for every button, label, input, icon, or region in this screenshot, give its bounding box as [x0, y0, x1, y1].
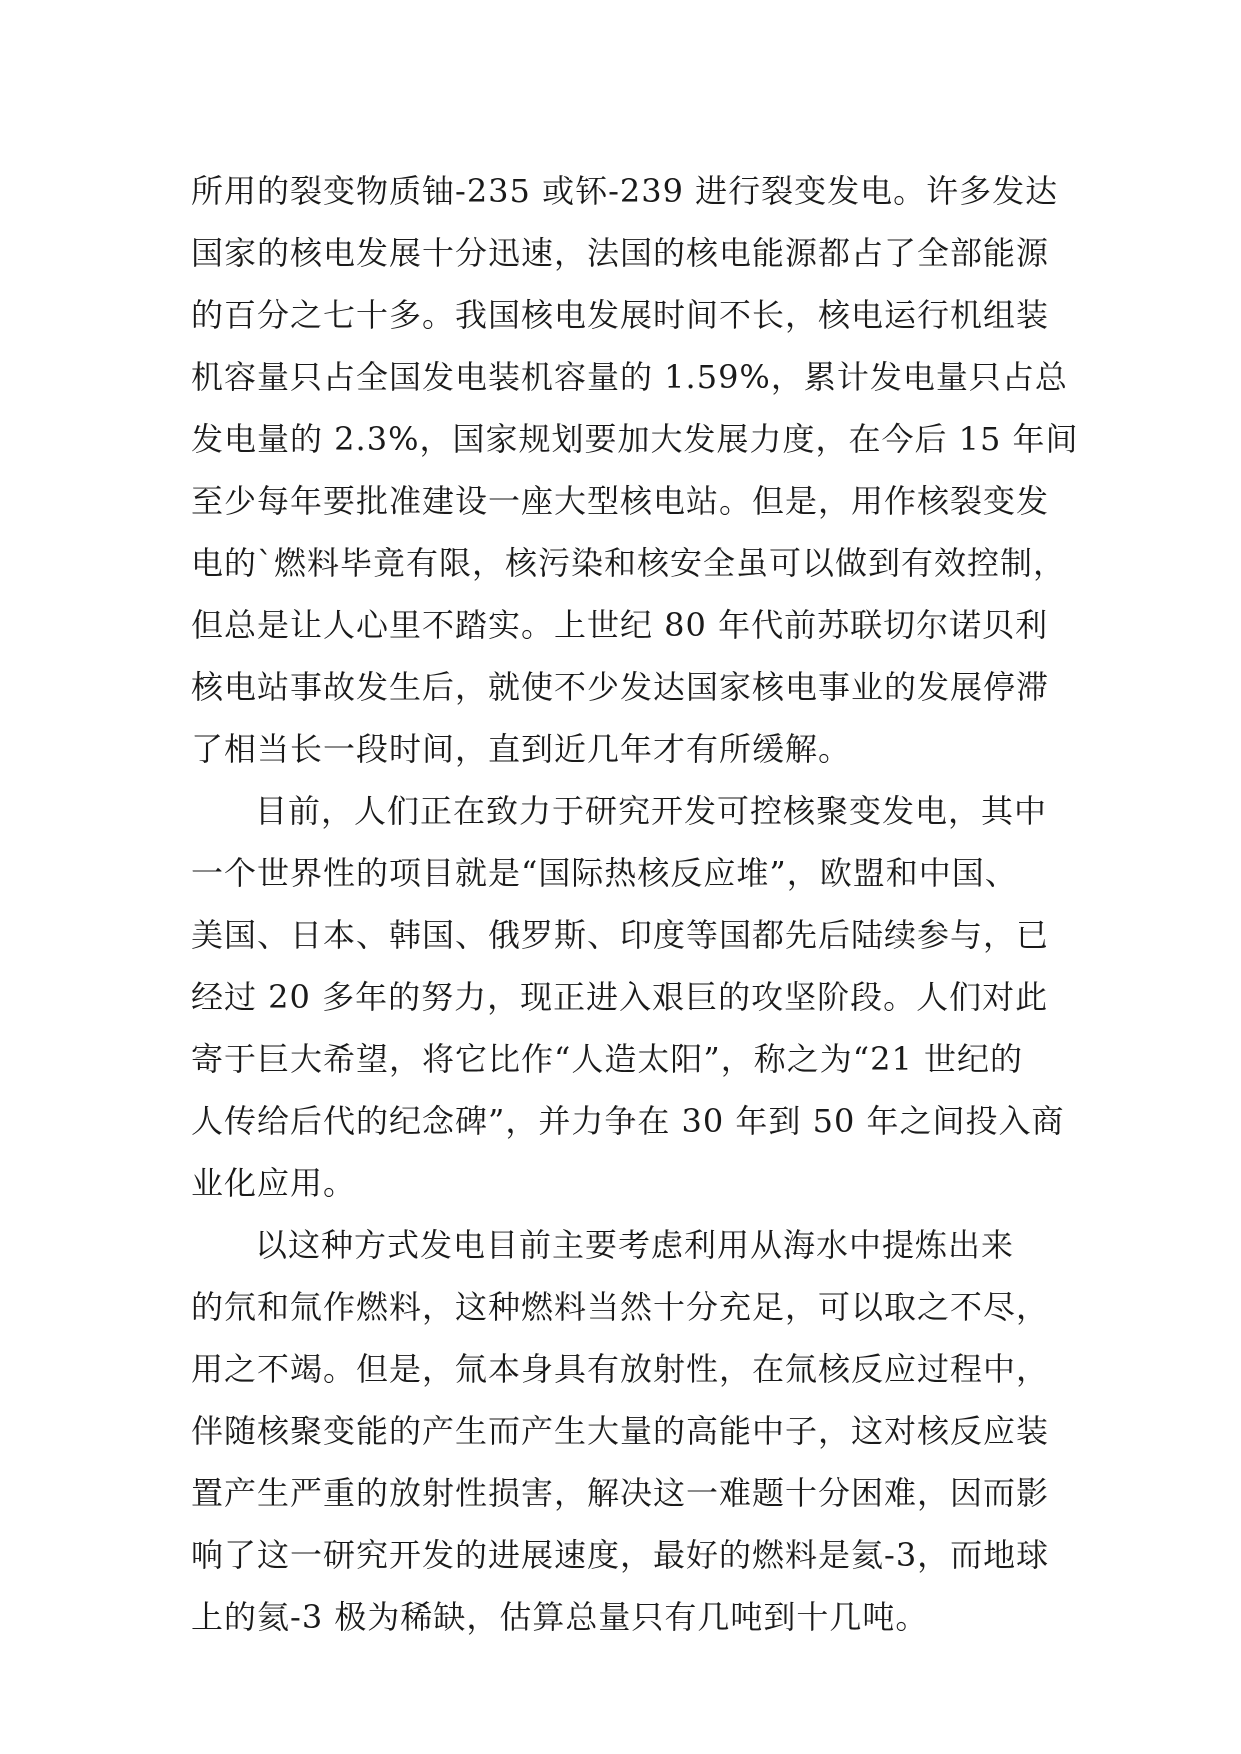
text-line: 上的氦-3 极为稀缺，估算总量只有几吨到十几吨。 [191, 1598, 929, 1636]
text-line: 的百分之七十多。我国核电发展时间不长，核电运行机组装 [191, 296, 1050, 334]
paragraph-1 [191, 160, 1079, 780]
text-line: 但总是让人心里不踏实。上世纪 80 年代前苏联切尔诺贝利 [191, 606, 1049, 644]
text-line: 发电量的 2.3%，国家规划要加大发展力度，在今后 15 年间 [191, 420, 1079, 458]
text-line: 置产生严重的放射性损害，解决这一难题十分困难，因而影 [191, 1474, 1050, 1512]
paragraph-3 [191, 1214, 1051, 1648]
text-line: 核电站事故发生后，就使不少发达国家核电事业的发展停滞 [191, 668, 1050, 706]
text-line: 所用的裂变物质铀-235 或钚-239 进行裂变发电。许多发达 [191, 172, 1059, 210]
text-line: 的氘和氚作燃料，这种燃料当然十分充足，可以取之不尽， [191, 1288, 1050, 1326]
text-line: 以这种方式发电目前主要考虑利用从海水中提炼出来 [255, 1226, 1015, 1264]
text-line: 了相当长一段时间，直到近几年才有所缓解。 [191, 730, 852, 768]
paragraph-2 [191, 780, 1065, 1214]
body-text [191, 160, 1079, 1648]
text-line: 一个世界性的项目就是“国际热核反应堆”，欧盟和中国、 [191, 854, 1018, 892]
text-line: 美国、日本、韩国、俄罗斯、印度等国都先后陆续参与，已 [191, 916, 1050, 954]
text-line: 业化应用。 [191, 1164, 357, 1202]
text-line: 至少每年要批准建设一座大型核电站。但是，用作核裂变发 [191, 482, 1050, 520]
text-line: 机容量只占全国发电装机容量的 1.59%，累计发电量只占总 [191, 358, 1068, 396]
text-line: 国家的核电发展十分迅速，法国的核电能源都占了全部能源 [191, 234, 1050, 272]
text-line: 经过 20 多年的努力，现正进入艰巨的攻坚阶段。人们对此 [191, 978, 1049, 1016]
text-line: 目前，人们正在致力于研究开发可控核聚变发电，其中 [255, 792, 1048, 830]
text-line: 寄于巨大希望，将它比作“人造太阳”，称之为“21 世纪的 [191, 1040, 1023, 1078]
text-line: 用之不竭。但是，氚本身具有放射性，在氚核反应过程中， [191, 1350, 1050, 1388]
text-line: 响了这一研究开发的进展速度，最好的燃料是氦-3，而地球 [191, 1536, 1050, 1574]
text-line: 电的`燃料毕竟有限，核污染和核安全虽可以做到有效控制， [191, 544, 1067, 582]
text-line: 伴随核聚变能的产生而产生大量的高能中子，这对核反应装 [191, 1412, 1050, 1450]
text-line: 人传给后代的纪念碑”，并力争在 30 年到 50 年之间投入商 [191, 1102, 1065, 1140]
